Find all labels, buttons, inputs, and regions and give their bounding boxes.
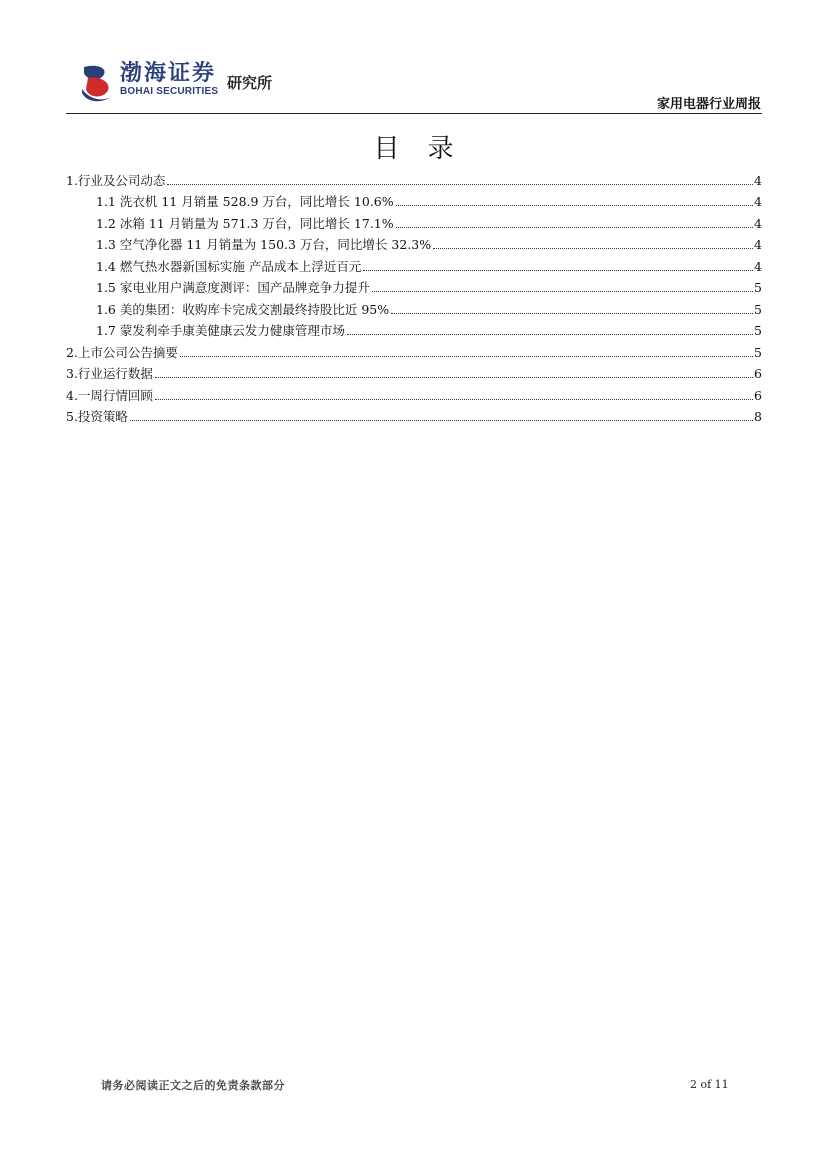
toc-entry-page: 5 <box>754 323 762 338</box>
header-divider <box>66 113 762 114</box>
brand-block <box>120 62 218 98</box>
toc-entry[interactable] <box>66 404 762 426</box>
toc-entry-page: 5 <box>754 280 762 295</box>
report-type-label: 家用电器行业周报 <box>656 97 761 112</box>
toc-entry[interactable] <box>66 253 762 275</box>
page-number: 2 of 11 <box>690 1078 729 1091</box>
toc-entry-label: 2.上市公司公告摘要 <box>66 344 178 360</box>
toc-entry-label: 1.1 洗衣机 11 月销量 528.9 万台，同比增长 10.6% <box>96 194 394 209</box>
toc-entry-label: 1.2 冰箱 11 月销量为 571.3 万台，同比增长 17.1% <box>96 215 394 231</box>
toc-dot-leader <box>180 356 753 357</box>
toc-entry-label: 1.3 空气净化器 11 月销量为 150.3 万台，同比增长 32.3% <box>96 237 432 252</box>
toc-entry[interactable] <box>66 382 762 404</box>
toc-entry-page: 5 <box>754 301 762 317</box>
table-of-contents <box>66 167 762 425</box>
toc-entry-page: 8 <box>754 409 762 424</box>
toc-dot-leader <box>155 399 753 400</box>
bohai-logo-icon <box>80 63 116 103</box>
toc-dot-leader <box>372 291 753 292</box>
toc-dot-leader <box>391 313 753 314</box>
toc-entry-label: 1.4 燃气热水器新国标实施 产品成本上浮近百元 <box>96 258 362 274</box>
toc-entry[interactable] <box>66 232 762 254</box>
toc-entry-page: 4 <box>754 172 762 188</box>
toc-entry[interactable] <box>66 318 762 340</box>
toc-dot-leader <box>347 334 753 335</box>
toc-entry[interactable] <box>66 275 762 297</box>
toc-entry-label: 1.7 蒙发利牵手康美健康云发力健康管理市场 <box>96 323 345 338</box>
toc-entry[interactable] <box>66 361 762 383</box>
brand-name-cn: 渤海证券 <box>120 61 217 86</box>
toc-title: 目录 <box>373 134 482 164</box>
toc-entry-page: 6 <box>754 387 762 403</box>
brand-name-en: BOHAI SECURITIES <box>120 86 219 97</box>
toc-entry-label: 1.5 家电业用户满意度测评：国产品牌竞争力提升 <box>96 280 370 295</box>
toc-entry-page: 4 <box>754 215 762 231</box>
toc-entry-label: 3.行业运行数据 <box>66 366 153 381</box>
toc-entry[interactable] <box>66 339 762 361</box>
toc-dot-leader <box>433 248 753 249</box>
disclaimer-note: 请务必阅读正文之后的免责条款部分 <box>101 1079 285 1092</box>
page-header <box>0 0 827 120</box>
toc-entry[interactable] <box>66 296 762 318</box>
toc-entry-page: 4 <box>754 258 762 274</box>
toc-entry-label: 1.6 美的集团：收购库卡完成交割最终持股比近 95% <box>96 301 390 317</box>
toc-entry[interactable] <box>66 189 762 211</box>
toc-entry-page: 4 <box>754 237 762 252</box>
toc-entry-page: 6 <box>754 366 762 381</box>
toc-dot-leader <box>363 270 753 271</box>
toc-dot-leader <box>396 205 753 206</box>
toc-dot-leader <box>130 420 753 421</box>
toc-entry-page: 4 <box>754 194 762 209</box>
toc-entry[interactable] <box>66 210 762 232</box>
brand-division: 研究所 <box>227 74 273 92</box>
toc-dot-leader <box>396 227 753 228</box>
toc-dot-leader <box>155 377 753 378</box>
toc-entry-label: 1.行业及公司动态 <box>66 172 166 188</box>
toc-dot-leader <box>167 184 753 185</box>
toc-entry-label: 5.投资策略 <box>66 409 128 424</box>
toc-entry-label: 4.一周行情回顾 <box>66 387 153 403</box>
toc-entry[interactable] <box>66 167 762 189</box>
toc-entry-page: 5 <box>754 344 762 360</box>
